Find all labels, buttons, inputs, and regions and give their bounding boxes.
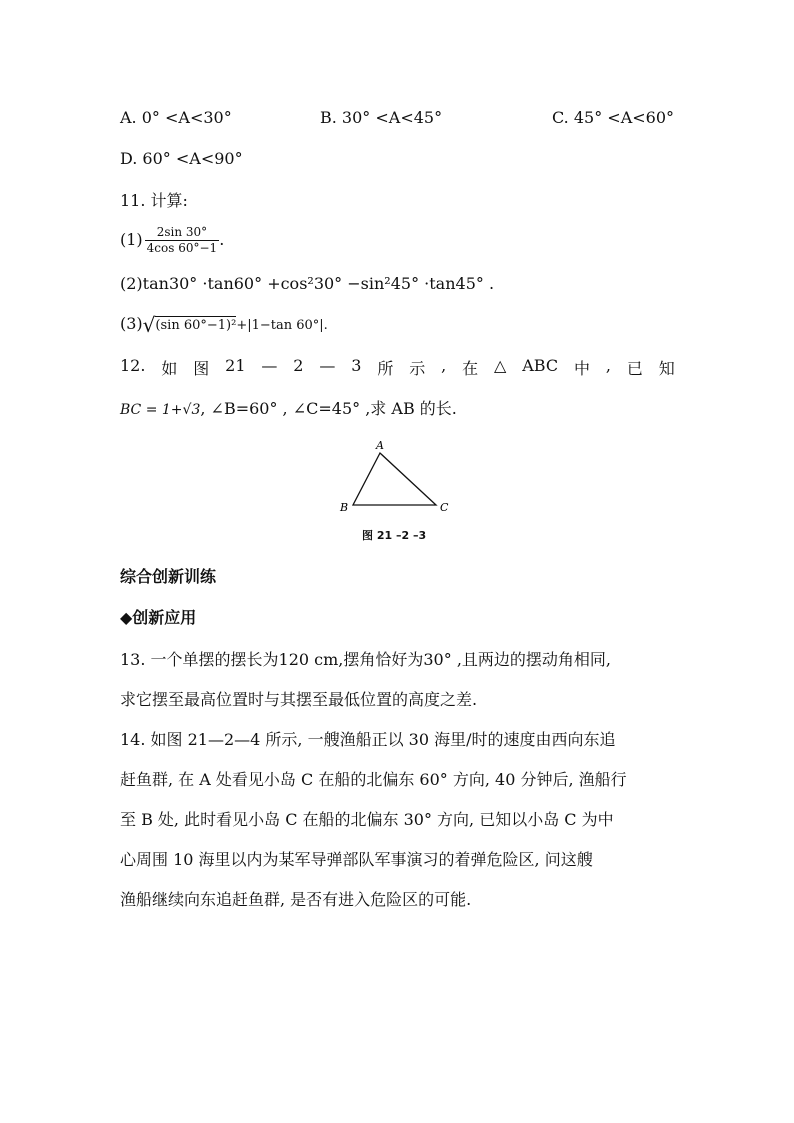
section-title: 综合创新训练: [120, 567, 217, 586]
q14-line: 赶鱼群, 在 A 处看见小岛 C 在船的北偏东 60° 方向, 40 分钟后, 渔船行: [120, 770, 627, 789]
q12-word: —: [261, 356, 278, 375]
q11-part2: (2)tan30° ·tan60° +cos²30° −sin²45° ·tan45° .: [120, 274, 495, 293]
q12-word: △: [494, 356, 507, 375]
q12-word: ,: [441, 356, 447, 375]
q13-line: 求它摆至最高位置时与其摆至最低位置的高度之差.: [120, 690, 478, 709]
q12-word: 示: [409, 359, 426, 378]
q12-word: 如: [161, 359, 178, 378]
q12-word: 知: [658, 359, 675, 378]
q12-word: 21: [225, 356, 246, 375]
option-b: B. 30° <A<45°: [320, 108, 443, 127]
q12-word: 所: [377, 359, 394, 378]
option-d: D. 60° <A<90°: [120, 149, 243, 168]
q12-word: ,: [605, 356, 611, 375]
fraction-numerator: 2sin 30°: [145, 225, 220, 241]
q11-part3: [120, 313, 328, 337]
q11-part1: [120, 222, 224, 258]
q12-word: 3: [351, 356, 362, 375]
vertex-label-a: A: [376, 439, 384, 452]
q12-word: 中: [574, 359, 591, 378]
sqrt-sign-icon: √: [142, 313, 156, 337]
q13-line: 13. 一个单摆的摆长为120 cm,摆角恰好为30° ,且两边的摆动角相同,: [120, 650, 611, 669]
fraction-denominator: 4cos 60°−1: [146, 241, 218, 255]
q14-line: 14. 如图 21—2—4 所示, 一艘渔船正以 30 海里/时的速度由西向东追: [120, 730, 616, 749]
q12-word: 2: [293, 356, 304, 375]
q12-line2: [120, 398, 457, 421]
q14-line: 渔船继续向东追赶鱼群, 是否有进入危险区的可能.: [120, 890, 472, 909]
triangle-figure: [336, 436, 460, 518]
q13-paragraph: [120, 640, 680, 720]
q12-bc-expression: BC = 1+√3: [120, 402, 201, 418]
vertex-label-b: B: [340, 501, 349, 514]
vertex-label-c: C: [440, 501, 449, 514]
q11-part1-end: .: [219, 230, 225, 249]
q11-part1-fraction: [145, 225, 220, 256]
q12-word: ABC: [522, 356, 559, 375]
q12-word: 在: [462, 359, 479, 378]
q12-line1: [120, 356, 675, 379]
q12-word: 12.: [120, 356, 146, 375]
q11-title: 11. 计算:: [120, 191, 188, 210]
q14-paragraph: [120, 720, 680, 920]
option-a: A. 0° <A<30°: [120, 108, 232, 127]
section-subtitle: ◆创新应用: [120, 608, 197, 627]
q11-part1-label: (1): [120, 230, 143, 249]
q12-word: 图: [193, 359, 210, 378]
sqrt-radicand: (sin 60°−1)²: [155, 318, 237, 333]
sqrt-expression: [143, 314, 237, 337]
q14-line: 至 B 处, 此时看见小岛 C 在船的北偏东 30° 方向, 已知以小岛 C 为中: [120, 810, 614, 829]
q11-part3-label: (3): [120, 314, 143, 333]
q12-line2-rest: , ∠B=60° , ∠C=45° ,求 AB 的长.: [200, 399, 457, 418]
triangle-abc: [353, 453, 436, 505]
q14-line: 心周围 10 海里以内为某军导弹部队军事演习的着弹危险区, 问这艘: [120, 850, 593, 869]
q12-word: 已: [626, 359, 643, 378]
figure-caption: 图 21 –2 –3: [362, 529, 427, 542]
option-c: C. 45° <A<60°: [552, 108, 675, 127]
q11-part3-rest: +|1−tan 60°|.: [236, 318, 328, 333]
q12-word: —: [319, 356, 336, 375]
